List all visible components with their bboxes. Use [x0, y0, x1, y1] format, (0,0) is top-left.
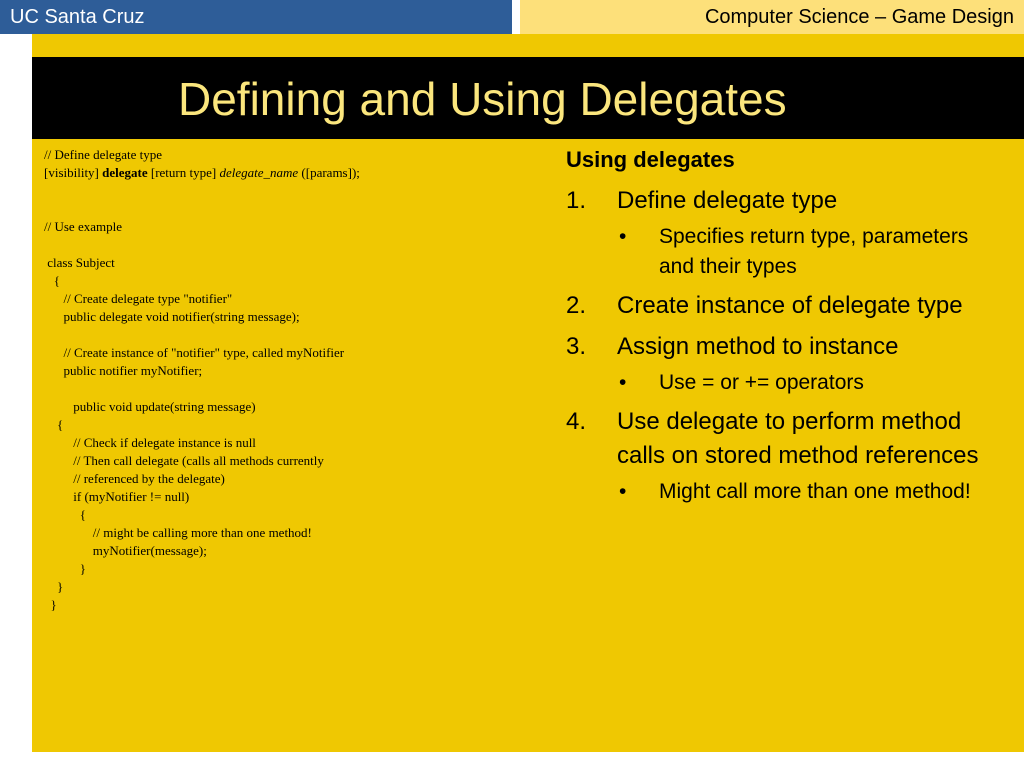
step-subpoint: [566, 368, 1006, 398]
institution-label: UC Santa Cruz: [10, 6, 145, 28]
step-number: 4.: [566, 408, 587, 435]
code-line: // Create delegate type "notifier": [44, 291, 233, 306]
steps-panel: [566, 143, 1006, 507]
code-line: myNotifier(message);: [44, 543, 207, 558]
code-line: {: [44, 273, 60, 288]
step-text: Use delegate to perform method calls on stored method references: [617, 408, 979, 469]
step-number: 3.: [566, 333, 587, 360]
code-line: // referenced by the delegate): [44, 471, 225, 486]
step-item: [566, 289, 1006, 323]
code-line: [44, 326, 534, 344]
code-line: // Then call delegate (calls all methods currently: [44, 453, 324, 468]
institution-bar: [0, 0, 512, 34]
code-line: {: [44, 417, 64, 432]
subpoint-text: Use = or += operators: [659, 371, 864, 394]
code-line: }: [44, 597, 57, 612]
code-line: public notifier myNotifier;: [44, 363, 203, 378]
step-number: 1.: [566, 187, 587, 214]
step-subpoint: [566, 477, 1006, 507]
code-line: {: [44, 507, 86, 522]
code-line: public delegate void notifier(string message);: [44, 309, 300, 324]
delegate-keyword: delegate: [102, 165, 148, 180]
bullet-icon: •: [619, 480, 627, 503]
code-line: // Create instance of "notifier" type, called myNotifier: [44, 345, 345, 360]
subpoint-text: Specifies return type, parameters and their types: [659, 225, 969, 278]
code-line: [44, 236, 534, 254]
step-item: [566, 184, 1006, 218]
code-block: [44, 146, 534, 614]
step-item: [566, 330, 1006, 364]
steps-heading: Using delegates: [566, 147, 735, 172]
step-number: 2.: [566, 292, 587, 319]
step-subpoint: [566, 222, 1006, 282]
code-line: if (myNotifier != null): [44, 489, 190, 504]
code-line-signature: [visibility] delegate [return type] delegate_name ([params]);: [44, 165, 360, 180]
code-line: // Check if delegate instance is null: [44, 435, 256, 450]
code-line: class Subject: [44, 255, 115, 270]
code-line: // Define delegate type: [44, 147, 163, 162]
code-line: [44, 182, 534, 200]
department-bar: [520, 0, 1024, 34]
code-line: // Use example: [44, 219, 122, 234]
code-line: }: [44, 579, 64, 594]
code-line: // might be calling more than one method!: [44, 525, 312, 540]
subpoint-text: Might call more than one method!: [659, 480, 971, 503]
code-line: [44, 380, 534, 398]
department-label: Computer Science – Game Design: [704, 6, 1014, 28]
code-line: public void update(string message): [44, 399, 256, 414]
bullet-icon: •: [619, 371, 627, 394]
step-item: [566, 405, 1006, 473]
slide-title: Defining and Using Delegates: [178, 73, 787, 125]
step-text: Create instance of delegate type: [617, 292, 963, 319]
step-text: Assign method to instance: [617, 333, 899, 360]
code-line: [44, 200, 534, 218]
bullet-icon: •: [619, 225, 627, 248]
code-line: }: [44, 561, 86, 576]
delegate-name-placeholder: delegate_name: [219, 165, 299, 180]
step-text: Define delegate type: [617, 187, 838, 214]
